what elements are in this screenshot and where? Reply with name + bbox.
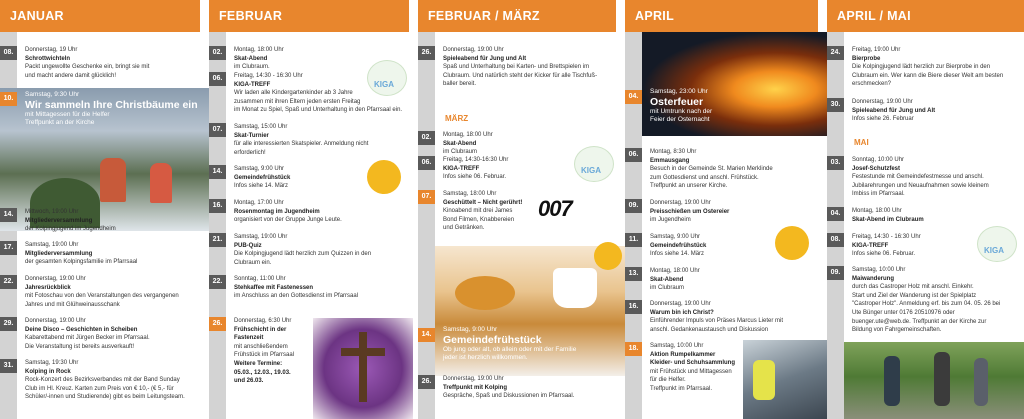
event-entry [827, 46, 1024, 92]
event-title: Skat-Abend [443, 140, 477, 147]
date-badge: 18. [625, 342, 642, 356]
event-time: Donnerstag, 19:00 Uhr [852, 99, 913, 105]
column-header-april: APRIL [625, 0, 818, 32]
event-text: im Clubraum. [234, 64, 270, 71]
event-entry [209, 199, 418, 227]
event-entry [0, 241, 209, 271]
event-time: Samstag, 18:00 Uhr [443, 191, 497, 197]
date-badge: 30. [827, 98, 844, 112]
event-text: im Jugendheim [650, 217, 691, 224]
event-text: für die Helfer. [650, 377, 686, 384]
event-time: Samstag, 9:00 Uhr [650, 234, 701, 240]
event-text: Bond Filmen, Knabbereien [443, 216, 515, 223]
event-title: Gemeindefrühstück [650, 242, 707, 249]
coffee-cup-icon [594, 242, 622, 270]
event-time: Freitag, 14:30 - 16:30 Uhr [234, 73, 303, 79]
event-time: Freitag, 19:00 Uhr [852, 47, 901, 53]
event-text: Clubraum ein. [234, 259, 272, 266]
event-entry [827, 266, 1024, 338]
easter-fire-photo [628, 32, 827, 136]
event-text: zusammen mit ihren Eltern jeden ersten Freitag [234, 98, 361, 105]
column-header-februar: FEBRUAR [209, 0, 409, 32]
event-time: Samstag, 15:00 Uhr [234, 124, 288, 130]
event-title: Spieleabend für Jung und Alt [852, 107, 936, 114]
event-text: Kabarettabend mit Jürgen Becker im Pfarrsaal. [25, 335, 150, 342]
column-januar [0, 32, 209, 419]
event-text: Treffpunkt an der Kirche [25, 119, 95, 126]
hiking-group-photo [844, 342, 1024, 419]
lenten-cloth-photo [313, 318, 413, 419]
event-entry [827, 156, 1024, 200]
event-time: Freitag, 14:30-16:30 Uhr [443, 157, 509, 163]
date-badge: 26. [418, 46, 435, 60]
event-title: Mitgliederversammlung [25, 217, 93, 224]
event-title: Osterfeuer [650, 96, 704, 108]
event-title: Aktion Rumpelkammer [650, 351, 716, 358]
event-text: der gesamten Kolpingsfamilie im Pfarrsaal [25, 259, 138, 266]
date-badge: 29. [0, 317, 17, 331]
date-badge: 04. [827, 207, 844, 221]
event-title: Frühschicht in der Fastenzeit [234, 326, 287, 342]
event-time: Donnerstag, 19:00 Uhr [650, 301, 711, 307]
event-title: Skat-Abend im Clubraum [852, 216, 924, 223]
event-text: Wir laden alle Kindergartenkinder ab 3 Jahre [234, 90, 353, 97]
event-title: Jahresrückblick [25, 284, 71, 291]
event-title: KIGA-TREFF [234, 81, 271, 88]
date-badge: 17. [0, 241, 17, 255]
column-header-januar: JANUAR [0, 0, 200, 32]
event-text: erforderlich! [234, 149, 266, 156]
column-header-april-mai: APRIL / MAI [827, 0, 1024, 32]
event-text: Frühstück im Pfarrsaal [234, 352, 295, 359]
event-text: Jubilarehrungen und Neuaufnahmen sowie kleinem [852, 182, 989, 189]
event-time: Samstag, 9:00 Uhr [443, 326, 498, 333]
event-entry [625, 199, 827, 227]
event-text: und Getränken. [443, 225, 485, 232]
event-text: organisiert von der Gruppe Junge Leute. [234, 217, 342, 224]
event-title: Skat-Abend [234, 55, 268, 62]
event-time: Samstag, 10:00 Uhr [852, 267, 906, 273]
column-februar-maerz [418, 32, 625, 419]
event-title: Geschüttelt – Nicht gerührt! [443, 199, 523, 206]
event-title: Wir sammeln Ihre Christbäume ein [25, 99, 198, 111]
event-text: Weitere Termine: [234, 360, 283, 367]
event-title: KIGA-TREFF [443, 165, 480, 172]
event-text: zum Gottesdienst und anschl. Frühstück. [650, 174, 759, 181]
event-title: Kolping in Rock [25, 368, 71, 375]
event-text: Treffpunkt an unserer Kirche. [650, 183, 728, 190]
kiga-logo-text: KIGA [984, 246, 1004, 255]
event-time: Samstag, 23:00 Uhr [650, 88, 708, 95]
event-text: mit Frühstück und Mittagessen [650, 368, 732, 375]
event-text: erschmecken? [852, 81, 892, 88]
clothes-collection-photo [743, 340, 827, 419]
event-text: anschl. Gedankenaustausch und Diskussion [650, 326, 769, 333]
event-title: Kleider- und Schuhsammlung [650, 360, 736, 367]
event-entry [625, 148, 827, 194]
event-title: Deine Disco – Geschichten in Scheiben [25, 326, 138, 333]
event-text: Spaß und Unterhaltung bei Karten- und Brettspielen im [443, 64, 590, 71]
event-text: Schüler/-innen und Studierende) gibt es beim Leitungsteam. [25, 394, 185, 401]
event-text: Packt ungewollte Geschenke ein, bringt sie mit [25, 64, 150, 71]
event-time: Sonntag, 11:00 Uhr [234, 276, 286, 282]
date-badge: 21. [209, 233, 226, 247]
event-title: Skat-Turnier [234, 132, 269, 139]
event-title: Mitgliederversammlung [25, 250, 93, 257]
event-time: Samstag, 19:30 Uhr [25, 360, 79, 366]
date-badge: 24. [827, 46, 844, 60]
event-text: 05.03., 12.03., 19.03. [234, 369, 291, 376]
event-entry [418, 375, 625, 411]
date-badge: 11. [625, 233, 642, 247]
event-time: Samstag, 19:00 Uhr [25, 242, 79, 248]
breakfast-photo [421, 246, 625, 376]
event-text: Einführender Impuls von Präses Marcus Lieter mit [650, 318, 784, 325]
event-text: Infos siehe 06. Februar. [852, 251, 916, 258]
event-entry [625, 267, 827, 295]
event-title: Rosenmontag im Jugendheim [234, 208, 320, 215]
event-title: Spieleabend für Jung und Alt [443, 55, 527, 62]
date-badge: 14. [418, 328, 435, 342]
coffee-cup-icon [367, 160, 401, 194]
event-title: PUB-Quiz [234, 242, 262, 249]
event-text: Ute Bünger unter 0176 20510976 oder [852, 309, 955, 316]
event-title: Gemeindefrühstück [443, 334, 542, 346]
date-badge: 22. [209, 275, 226, 289]
kiga-logo-text: KIGA [581, 166, 601, 175]
month-subheading-mai: MAI [854, 138, 869, 147]
column-header-februar-maerz: FEBRUAR / MÄRZ [418, 0, 616, 32]
event-text: Club im Hl. Kreuz. Karten zum Preis von € 10,- (€ 5,- für [25, 385, 174, 392]
event-text: Feier der Osternacht [650, 116, 710, 123]
event-entry [0, 46, 209, 86]
event-text: im Clubraum [650, 285, 685, 292]
kiga-treff-logo [574, 146, 614, 182]
event-text: Besuch in der Gemeinde St. Marien Merklinde [650, 166, 773, 173]
event-text: buenger.ute@web.de. Treffpunkt an der Kirche zur [852, 318, 987, 325]
event-time: Montag, 18:00 Uhr [234, 47, 284, 53]
event-text: Infos siehe 14. März [234, 183, 289, 190]
column-februar [209, 32, 418, 419]
event-text: im Monat zu Spiel, Spaß und Unterhaltung in den Pfarrsaal ein. [234, 107, 403, 114]
event-text: im Clubraum [443, 149, 478, 156]
event-entry [418, 190, 625, 238]
date-badge: 06. [625, 148, 642, 162]
event-entry [0, 317, 209, 357]
event-title: Skat-Abend [650, 276, 684, 283]
event-time: Samstag, 10:00 Uhr [650, 343, 704, 349]
event-time: Montag, 18:00 Uhr [650, 268, 700, 274]
event-text: jeder ist herzlich willkommen. [443, 354, 528, 361]
event-text: Clubraum. Und natürlich steht der Kicker für alle Tischfuß- [443, 72, 598, 79]
event-title: Maiwanderung [852, 275, 895, 282]
event-text: der Kolpingjugend im Jugendheim [25, 226, 116, 233]
date-badge: 26. [418, 375, 435, 389]
date-badge: 06. [418, 156, 435, 170]
column-april-mai [827, 32, 1024, 419]
event-time: Samstag, 19:00 Uhr [234, 234, 288, 240]
event-time: Samstag, 9:30 Uhr [25, 91, 80, 98]
date-badge: 14. [0, 208, 17, 222]
event-text: Clubraum ein. Wer kann die Biere dieser Welt am besten [852, 72, 1004, 79]
event-text: durch das Castroper Holz mit anschl. Einkehr. [852, 284, 974, 291]
event-text: Kinoabend mit drei James [443, 208, 513, 215]
event-text: "Castroper Holz". Anmeldung erf. bis zum 04. 05. 26 bei [852, 301, 1001, 308]
event-time: Donnerstag, 19:00 Uhr [443, 47, 504, 53]
event-text: Die Kolpingjugend lädt herzlich zum Quizzen in den [234, 251, 372, 258]
event-text: Die Kolpingjugend lädt herzlich zur Bierprobe in den [852, 64, 991, 71]
event-title: Emmausgang [650, 157, 690, 164]
month-subheading-maerz: MÄRZ [445, 114, 469, 123]
date-badge: 26. [209, 317, 226, 331]
event-text: Ob jung oder alt, ob allein oder mit der Familie [443, 346, 577, 353]
date-badge: 03. [827, 156, 844, 170]
event-text: und macht andere damit glücklich! [25, 72, 117, 79]
column-april [625, 32, 827, 419]
coffee-cup-icon [775, 226, 809, 260]
date-badge: 16. [625, 300, 642, 314]
event-text: Infos siehe 06. Februar. [443, 174, 507, 181]
event-time: Samstag, 9:00 Uhr [234, 166, 285, 172]
event-entry [827, 98, 1024, 128]
date-badge: 14. [209, 165, 226, 179]
event-title: Josef-Schutzfest [852, 165, 901, 172]
event-text: Imbiss im Pfarrsaal. [852, 191, 905, 198]
event-text: Start und Ziel der Wanderung ist der Spielplatz [852, 292, 977, 299]
date-badge: 04. [625, 90, 642, 104]
event-title: Gemeindefrühstück [234, 174, 291, 181]
event-text: Jahres und mit Glühweinausschank [25, 301, 120, 308]
event-time: Donnerstag, 19:00 Uhr [650, 200, 711, 206]
event-text: mit anschließendem [234, 343, 288, 350]
event-time: Donnerstag, 19 Uhr [25, 47, 78, 53]
event-title: Warum bin ich Christ? [650, 309, 714, 316]
event-title: Stehkaffee mit Fastenessen [234, 284, 314, 291]
event-time: Montag, 8:30 Uhr [650, 149, 697, 155]
date-badge: 22. [0, 275, 17, 289]
event-entry [0, 275, 209, 315]
event-text: Rock-Konzert des Bezirksverbandes mit der Band Sunday [25, 377, 180, 384]
date-badge: 09. [827, 266, 844, 280]
event-text: baller bereit. [443, 81, 477, 88]
event-text: Die Veranstaltung ist bereits ausverkauft! [25, 343, 135, 350]
date-badge: 08. [827, 233, 844, 247]
event-text: mit Mittagessen für die Helfer [25, 111, 110, 118]
event-entry [0, 359, 209, 419]
event-title: Schrottwichteln [25, 55, 71, 62]
event-entry [209, 123, 418, 161]
event-entry [209, 275, 418, 305]
event-entry [209, 72, 418, 122]
date-badge: 08. [0, 46, 17, 60]
event-time: Donnerstag, 19:00 Uhr [25, 276, 86, 282]
event-time: Donnerstag, 19:00 Uhr [25, 318, 86, 324]
event-title: Preisschießen um Ostereier [650, 208, 730, 215]
event-entry [209, 233, 418, 271]
event-text: mit Fotoschau von den Veranstaltungen des vergangenen [25, 293, 179, 300]
event-title: Treffpunkt mit Kolping [443, 384, 507, 391]
event-entry [0, 208, 209, 238]
kiga-treff-logo [977, 226, 1017, 262]
event-text: Infos siehe 26. Februar [852, 116, 914, 123]
event-time: Donnerstag, 6:30 Uhr [234, 318, 292, 324]
event-text: Festestunde mit Gemeindefestmesse und anschl. [852, 174, 984, 181]
date-badge: 07. [418, 190, 435, 204]
event-text: Treffpunkt im Pfarrsaal. [650, 385, 713, 392]
event-time: Montag, 18:00 Uhr [443, 132, 493, 138]
date-badge: 07. [209, 123, 226, 137]
event-time: Mittwoch, 19:00 Uhr [25, 209, 79, 215]
event-entry [625, 300, 827, 338]
date-badge: 02. [418, 131, 435, 145]
bond-007-logo: 007 [538, 196, 572, 221]
date-badge: 16. [209, 199, 226, 213]
event-time: Freitag, 14:30 - 16:30 Uhr [852, 234, 921, 240]
event-time: Montag, 17:00 Uhr [234, 200, 284, 206]
date-badge: 13. [625, 267, 642, 281]
event-time: Montag, 18:00 Uhr [852, 208, 902, 214]
event-title: Bierprobe [852, 55, 881, 62]
date-badge: 06. [209, 72, 226, 86]
date-badge: 02. [209, 46, 226, 60]
event-text: Infos siehe 14. März [650, 251, 705, 258]
event-time: Sonntag, 10:00 Uhr [852, 157, 905, 163]
date-badge: 10. [0, 92, 17, 106]
event-title: KIGA-TREFF [852, 242, 889, 249]
event-text: Bildung von Fahrgemeinschaften. [852, 327, 942, 334]
date-badge: 09. [625, 199, 642, 213]
event-text: Gespräche, Spaß und Diskussionen im Pfarrsaal. [443, 393, 575, 400]
event-text: und 26.03. [234, 378, 264, 385]
date-badge: 31. [0, 359, 17, 373]
event-text: mit Umtrunk nach der [650, 108, 713, 115]
event-entry [418, 46, 625, 96]
event-text: im Anschluss an den Gottesdienst im Pfarrsaal [234, 293, 359, 300]
event-time: Donnerstag, 19:00 Uhr [443, 376, 504, 382]
kiga-logo-text: KIGA [374, 80, 394, 89]
event-text: für alle interessierten Skatspieler. Anmeldung nicht [234, 141, 369, 148]
